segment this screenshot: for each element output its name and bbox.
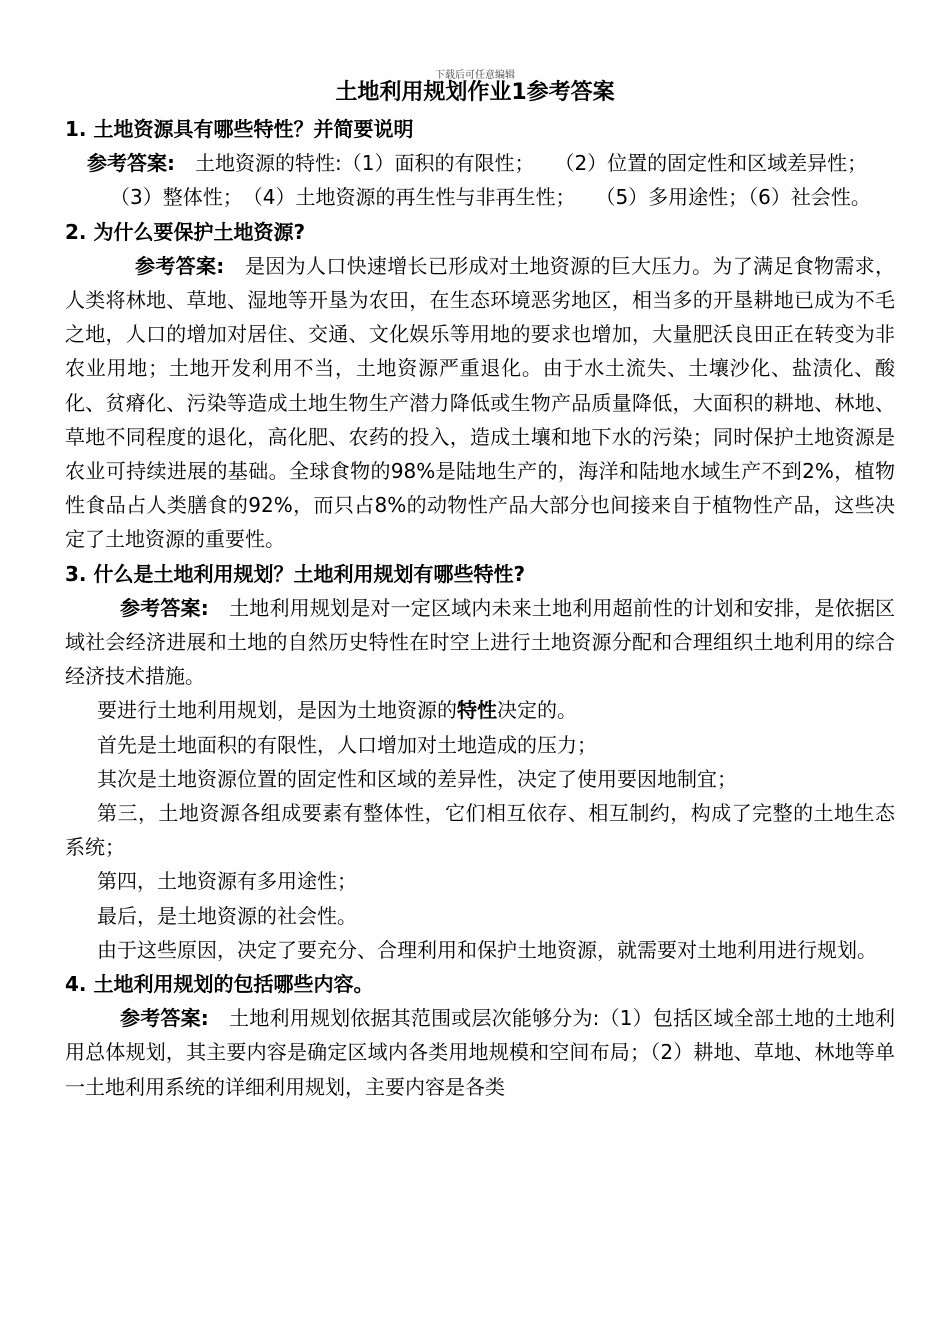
reason-intro-text: 要进行土地利用规划，是因为土地资源的 <box>97 698 457 723</box>
answer-2-paragraph <box>65 249 895 557</box>
answer-1-text-1: 土地资源的特性:（1）面积的有限性； （2）位置的固定性和区域差异性； <box>175 151 868 176</box>
reason-intro-emphasis: 特性 <box>457 698 497 723</box>
answer-3-reason-5: 最后，是土地资源的社会性。 <box>97 903 357 928</box>
watermark: 下载后可任意编辑 <box>435 70 515 81</box>
answer-4-paragraph <box>65 1001 895 1104</box>
answer-1-paragraph-2: （3）整体性； （4）土地资源的再生性与非再生性； （5）多用途性；（6）社会性。 <box>110 185 871 210</box>
answer-1-paragraph-1 <box>65 146 895 180</box>
answer-3-text: 土地利用规划是对一定区域内未来土地利用超前性的计划和安排，是依据区域社会经济进展和土地的自然历史特性在时空上进行土地资源分配和合理组织土地利用的综合经济技术措施。 <box>65 595 896 689</box>
document-body <box>65 112 895 1104</box>
question-1: 1. 土地资源具有哪些特性？并简要说明 <box>65 117 414 141</box>
answer-2-text: 是因为人口快速增长已形成对土地资源的巨大压力。为了满足食物需求，人类将林地、草地、湿地等开垦为农田，在生态环境恶劣地区，相当多的开垦耕地已成为不毛之地，人口的增加对居住、交通、文化娱乐等用地的要求也增加，大量肥沃良田正在转变为非农业用地；土地开发利用不当，土地资源严重退化。由于水土流失、土壤沙化、盐渍化、酸化、贫瘠化、污染等造成土地生物生产潜力降低或生物产品质量降低，大面积的耕地、林地、草地不同程度的退化，高化肥、农药的投入，造成土壤和地下水的污染；同时保护土地资源是农业可持续进展的基础。全球食物的98%是陆地生产的，海洋和陆地水域生产不到2%，植物性食品占人类膳食的92%，而只占8%的动物性产品大部分也间接来自于植物性产品，这些决定了土地资源的重要性。 <box>65 253 895 552</box>
answer-3-reason-1: 首先是土地面积的有限性，人口增加对土地造成的压力； <box>97 732 597 757</box>
answer-3-paragraph <box>65 591 895 694</box>
question-2: 2. 为什么要保护土地资源? <box>65 219 306 244</box>
answer-3-reason-2: 其次是土地资源位置的固定性和区域的差异性，决定了使用要因地制宜； <box>97 766 737 791</box>
answer-4-text: 土地利用规划依据其范围或层次能够分为:（1）包括区域全部土地的土地利用总体规划，其主要内容是确定区域内各类用地规模和空间布局；（2）耕地、草地、林地等单一土地利用系统的详细利用规划，主要内容是各类 <box>65 1006 896 1099</box>
answer-3-conclusion: 由于这些原因，决定了要充分、合理利用和保护土地资源，就需要对土地利用进行规划。 <box>97 937 877 962</box>
answer-3-reason-3: 第三，土地资源各组成要素有整体性，它们相互依存、相互制约，构成了完整的土地生态系统； <box>65 801 895 860</box>
answer-label: 参考答案: <box>120 1006 209 1031</box>
document-title: 土地利用规划作业1参考答案 <box>335 80 615 105</box>
reason-intro-end: 决定的。 <box>497 698 577 723</box>
answer-3-reason-4: 第四，土地资源有多用途性； <box>97 869 357 894</box>
answer-label: 参考答案: <box>135 253 225 278</box>
answer-label: 参考答案: <box>120 595 209 620</box>
answer-3-reason-intro <box>65 693 895 727</box>
question-3: 3. 什么是土地利用规划？土地利用规划有哪些特性? <box>65 561 526 586</box>
question-4: 4. 土地利用规划的包括哪些内容。 <box>65 972 374 997</box>
answer-label: 参考答案: <box>87 151 175 176</box>
